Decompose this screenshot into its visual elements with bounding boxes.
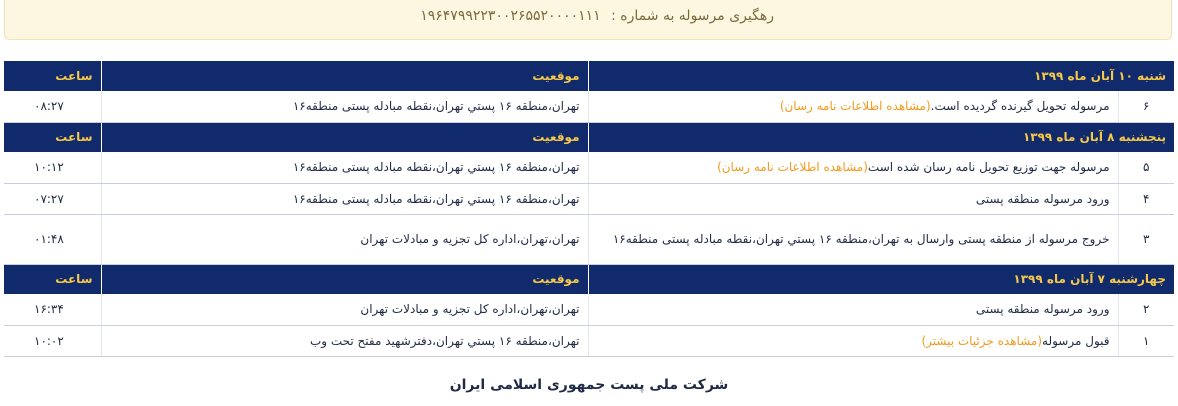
event-description-cell	[588, 294, 1118, 325]
location-column-header: موقعیت	[101, 122, 588, 152]
time-column-header: ساعت	[55, 272, 93, 287]
date-header-row	[4, 122, 1174, 152]
tracking-table	[4, 61, 1174, 357]
event-row	[4, 152, 1174, 183]
event-row	[4, 91, 1174, 122]
date-header-row	[4, 264, 1174, 294]
event-location: تهران،منطقه ۱۶ پستي تهران،نقطه مبادله پستی منطقه۱۶	[101, 183, 588, 214]
event-index: ۳	[1118, 214, 1174, 264]
event-description: مرسوله جهت توزیع تحویل نامه رسان شده است	[867, 160, 1110, 175]
event-index: ۴	[1118, 183, 1174, 214]
event-row	[4, 183, 1174, 214]
details-link[interactable]: (مشاهده جزئیات بیشتر)	[921, 333, 1043, 348]
event-description: قبول مرسوله	[1042, 333, 1110, 348]
event-description: ورود مرسوله منطقه پستی	[975, 191, 1110, 206]
event-location: تهران،منطقه ۱۶ پستي تهران،دفترشهید مفتح تحت وب	[101, 325, 588, 356]
time-column-header: ساعت	[55, 130, 93, 145]
event-location: تهران،تهران،اداره کل تجزیه و مبادلات تهران	[101, 214, 588, 264]
event-row	[4, 214, 1174, 264]
tracking-banner	[4, 0, 1172, 40]
event-description: خروج مرسوله از منطقه پستی وارسال به تهران،منطقه ۱۶ پستي تهران،نقطه مبادله پستی منطقه۱۶	[612, 232, 1110, 246]
date-header: چهارشنبه ۷ آبان ماه ۱۳۹۹	[588, 264, 1174, 294]
event-index: ۵	[1118, 152, 1174, 183]
event-time: ۰۸:۲۷	[4, 91, 101, 122]
event-time: ۱۰:۰۲	[4, 325, 101, 356]
event-description-cell	[588, 214, 1118, 264]
tracking-label: رهگیری مرسوله به شماره :	[611, 8, 774, 24]
event-index: ۱	[1118, 325, 1174, 356]
event-index: ۶	[1118, 91, 1174, 122]
location-column-header: موقعیت	[101, 61, 588, 91]
details-link[interactable]: (مشاهده اطلاعات نامه رسان)	[779, 99, 931, 114]
footer-company-name: شرکت ملی پست جمهوری اسلامی ایران	[449, 377, 729, 393]
event-row	[4, 325, 1174, 356]
location-column-header: موقعیت	[101, 264, 588, 294]
event-description: مرسوله تحویل گیرنده گردیده است.	[930, 99, 1110, 114]
event-time: ۰۱:۴۸	[4, 214, 101, 264]
time-column-header: ساعت	[55, 69, 93, 83]
event-time: ۱۶:۳۴	[4, 294, 101, 325]
event-description-cell	[588, 91, 1118, 122]
event-description: ورود مرسوله منطقه پستی	[975, 302, 1110, 317]
event-row	[4, 294, 1174, 325]
event-index: ۲	[1118, 294, 1174, 325]
details-link[interactable]: (مشاهده اطلاعات نامه رسان)	[717, 160, 868, 175]
event-location: تهران،تهران،اداره کل تجزیه و مبادلات تهران	[101, 294, 588, 325]
date-header: پنجشنبه ۸ آبان ماه ۱۳۹۹	[588, 122, 1174, 152]
event-description-cell	[588, 183, 1118, 214]
event-description-cell	[588, 325, 1118, 356]
event-time: ۱۰:۱۲	[4, 152, 101, 183]
tracking-number: ۱۹۶۴۷۹۹۲۲۳۰۰۲۶۵۵۲۰۰۰۰۱۱۱	[420, 8, 601, 24]
event-location: تهران،منطقه ۱۶ پستي تهران،نقطه مبادله پستی منطقه۱۶	[101, 91, 588, 122]
date-header: شنبه ۱۰ آبان ماه ۱۳۹۹	[588, 61, 1174, 91]
event-description-cell	[588, 152, 1118, 183]
event-location: تهران،منطقه ۱۶ پستي تهران،نقطه مبادله پستی منطقه۱۶	[101, 152, 588, 183]
date-header-row	[4, 61, 1174, 91]
event-time: ۰۷:۲۷	[4, 183, 101, 214]
